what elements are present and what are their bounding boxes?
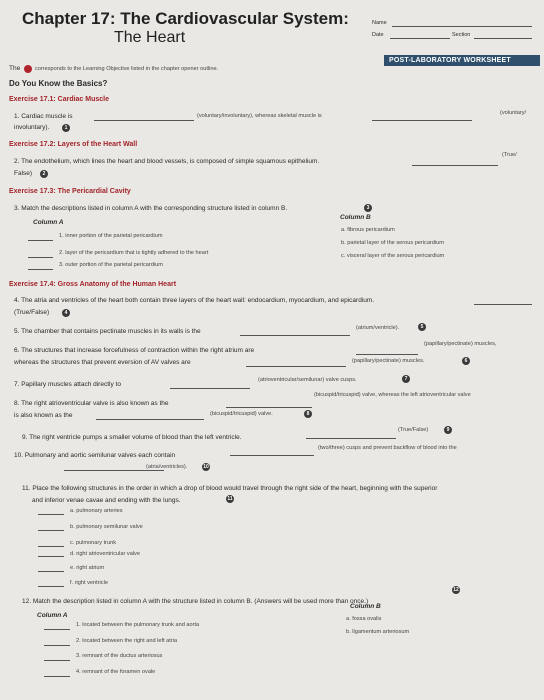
q9-text: 9. The right ventricle pumps a smaller volume of blood than the left ventricle.	[22, 434, 242, 441]
q8-text: 8. The right atrioventricular valve is also known as the	[14, 400, 169, 407]
q2-text: 2. The endothelium, which lines the heart and blood vessels, is composed of simple squamous epithelium.	[14, 158, 320, 165]
post-lab-banner: POST-LABORATORY WORKSHEET	[384, 55, 540, 66]
q9-answer[interactable]	[306, 438, 396, 439]
chapter-subtitle: The Heart	[114, 29, 186, 46]
q10-answer-2[interactable]	[64, 470, 164, 471]
q2-answer[interactable]	[412, 165, 498, 166]
q11-item-f: f. right ventricle	[70, 580, 108, 586]
q11-answer-d[interactable]	[38, 556, 64, 557]
objective-9-icon: 9	[444, 426, 452, 434]
q4-answer[interactable]	[474, 304, 532, 305]
q12-text: 12. Match the description listed in column A with the structure listed in column B. (Answers will be used more than once.)	[22, 598, 369, 605]
q3-item-a2: 2. layer of the pericardium that is tightly adhered to the heart	[59, 250, 209, 256]
q1-hint: (voluntary/involuntary), whereas skeletal muscle is	[197, 113, 322, 119]
q12-answer-4[interactable]	[44, 676, 70, 677]
q6-text: 6. The structures that increase forcefulness of contraction within the right atrium are	[14, 347, 255, 354]
q11-text: 11. Place the following structures in the order in which a drop of blood would travel through the right side of the heart, beginning with the superior	[22, 485, 438, 492]
q5-answer[interactable]	[240, 335, 350, 336]
objective-12-icon: 12	[453, 587, 459, 593]
q3-item-b2: b. parietal layer of the serous pericardium	[341, 240, 444, 246]
q12-answer-1[interactable]	[44, 629, 70, 630]
q7-hint: (atrioventricular/semilunar) valve cusps.	[258, 377, 357, 383]
q12-answer-3[interactable]	[44, 660, 70, 661]
q12-item-b2: b. ligamentum arteriosum	[346, 629, 410, 635]
q8-text-2: is also known as the	[14, 412, 73, 419]
q7-answer[interactable]	[170, 388, 250, 389]
date-label: Date	[372, 32, 384, 38]
objective-1-icon: 1	[62, 124, 70, 132]
q8-hint: (bicuspid/tricuspid) valve, whereas the left atrioventricular valve	[314, 392, 471, 398]
q11-answer-b[interactable]	[38, 530, 64, 531]
q7-text: 7. Papillary muscles attach directly to	[14, 381, 121, 388]
q12-item-b1: a. fossa ovalis	[346, 616, 382, 622]
q12-column-a-label: Column A	[37, 612, 68, 619]
q1-hint2: (voluntary/	[500, 110, 527, 116]
q3-item-a3: 3. outer portion of the parietal pericardium	[59, 262, 163, 268]
objective-11-icon: 11	[227, 496, 233, 502]
q6-text-2: whereas the structures that prevent eversion of AV valves are	[14, 359, 191, 366]
q3-item-a1: 1. inner portion of the parietal pericardium	[59, 233, 163, 239]
q11-item-e: e. right atrium	[70, 565, 105, 571]
q11-item-d: d. right atrioventricular valve	[70, 551, 140, 557]
q11-answer-f[interactable]	[38, 586, 64, 587]
q12-column-b-label: Column B	[350, 603, 381, 610]
q1-text: 1. Cardiac muscle is	[14, 113, 73, 120]
q1-text-2: involuntary).	[14, 124, 50, 131]
q6-hint2: (papillary/pectinate) muscles.	[352, 358, 425, 364]
q12-item-a1: 1. located between the pulmonary trunk and aorta	[76, 622, 200, 628]
objective-icon	[24, 65, 32, 73]
q12-answer-2[interactable]	[44, 645, 70, 646]
intro-text: corresponds to the Learning Objective listed in the chapter opener outline.	[35, 66, 219, 72]
q12-item-a3: 3. remnant of the ductus arteriosus	[76, 653, 163, 659]
exercise-17-2-title: Exercise 17.2: Layers of the Heart Wall	[9, 141, 138, 148]
q3-answer-2[interactable]	[28, 257, 53, 258]
name-label: Name	[372, 20, 387, 26]
q1-answer-1[interactable]	[94, 120, 194, 121]
column-b-label: Column B	[340, 214, 371, 221]
q8-answer-1[interactable]	[226, 407, 312, 408]
column-a-label: Column A	[33, 219, 64, 226]
intro-prefix: The	[9, 65, 21, 72]
q11-text-2: and inferior venae cavae and ending with the lungs.	[32, 497, 181, 504]
q3-answer-3[interactable]	[28, 269, 53, 270]
q3-answer-1[interactable]	[28, 240, 53, 241]
objective-2-icon: 2	[40, 170, 48, 178]
objective-10-icon: 10	[203, 464, 209, 470]
q5-text: 5. The chamber that contains pectinate muscles in its walls is the	[14, 328, 201, 335]
q11-answer-e[interactable]	[38, 571, 64, 572]
q6-answer-1[interactable]	[356, 354, 418, 355]
q4-text: 4. The atria and ventricles of the heart both contain three layers of the heart wall: endocardium, myocardium, and epicardium.	[14, 297, 375, 304]
q3-text: 3. Match the descriptions listed in column A with the corresponding structure listed in column B.	[14, 205, 288, 212]
q11-item-b: b. pulmonary semilunar valve	[70, 524, 143, 530]
exercise-17-4-title: Exercise 17.4: Gross Anatomy of the Human Heart	[9, 281, 177, 288]
q3-item-b3: c. visceral layer of the serous pericardium	[341, 253, 445, 259]
q4-text-2: (True/False)	[14, 309, 50, 316]
q6-answer-2[interactable]	[246, 366, 346, 367]
q11-item-a: a. pulmonary arteries	[70, 508, 123, 514]
section-label: Section	[452, 32, 471, 38]
q3-item-b1: a. fibrous pericardium	[341, 227, 395, 233]
name-field[interactable]	[392, 26, 532, 27]
q11-item-c: c. pulmonary trunk	[70, 540, 117, 546]
q12-item-a4: 4. remnant of the foramen ovale	[76, 669, 156, 675]
q8-answer-2[interactable]	[96, 419, 204, 420]
q1-answer-2[interactable]	[372, 120, 472, 121]
objective-6-icon: 6	[462, 357, 470, 365]
objective-3-icon: 3	[364, 204, 372, 212]
q10-hint: (two/three) cusps and prevent backflow of blood into the	[318, 445, 457, 451]
date-field[interactable]	[390, 38, 450, 39]
basics-heading: Do You Know the Basics?	[9, 79, 108, 88]
q12-item-a2: 2. located between the right and left atria	[76, 638, 178, 644]
q2-hint: (True/	[502, 152, 517, 158]
q8-hint2: (bicuspid/tricuspid) valve.	[210, 411, 273, 417]
chapter-title: Chapter 17: The Cardiovascular System:	[22, 9, 349, 28]
q5-hint: (atrium/ventricle).	[356, 325, 400, 331]
objective-7-icon: 7	[402, 375, 410, 383]
q6-hint: (papillary/pectinate) muscles,	[424, 341, 497, 347]
q11-answer-c[interactable]	[38, 546, 64, 547]
q2-text-2: False)	[14, 170, 33, 177]
section-field[interactable]	[474, 38, 532, 39]
q10-hint2: (atria/ventricles).	[146, 464, 188, 470]
objective-8-icon: 8	[304, 410, 312, 418]
exercise-17-1-title: Exercise 17.1: Cardiac Muscle	[9, 96, 110, 103]
objective-5-icon: 5	[418, 323, 426, 331]
objective-4-icon: 4	[62, 309, 70, 317]
q9-hint: (True/False)	[398, 427, 429, 433]
exercise-17-3-title: Exercise 17.3: The Pericardial Cavity	[9, 188, 131, 195]
q11-answer-a[interactable]	[38, 514, 64, 515]
q10-text: 10. Pulmonary and aortic semilunar valves each contain	[14, 452, 176, 459]
q10-answer-1[interactable]	[230, 455, 314, 456]
